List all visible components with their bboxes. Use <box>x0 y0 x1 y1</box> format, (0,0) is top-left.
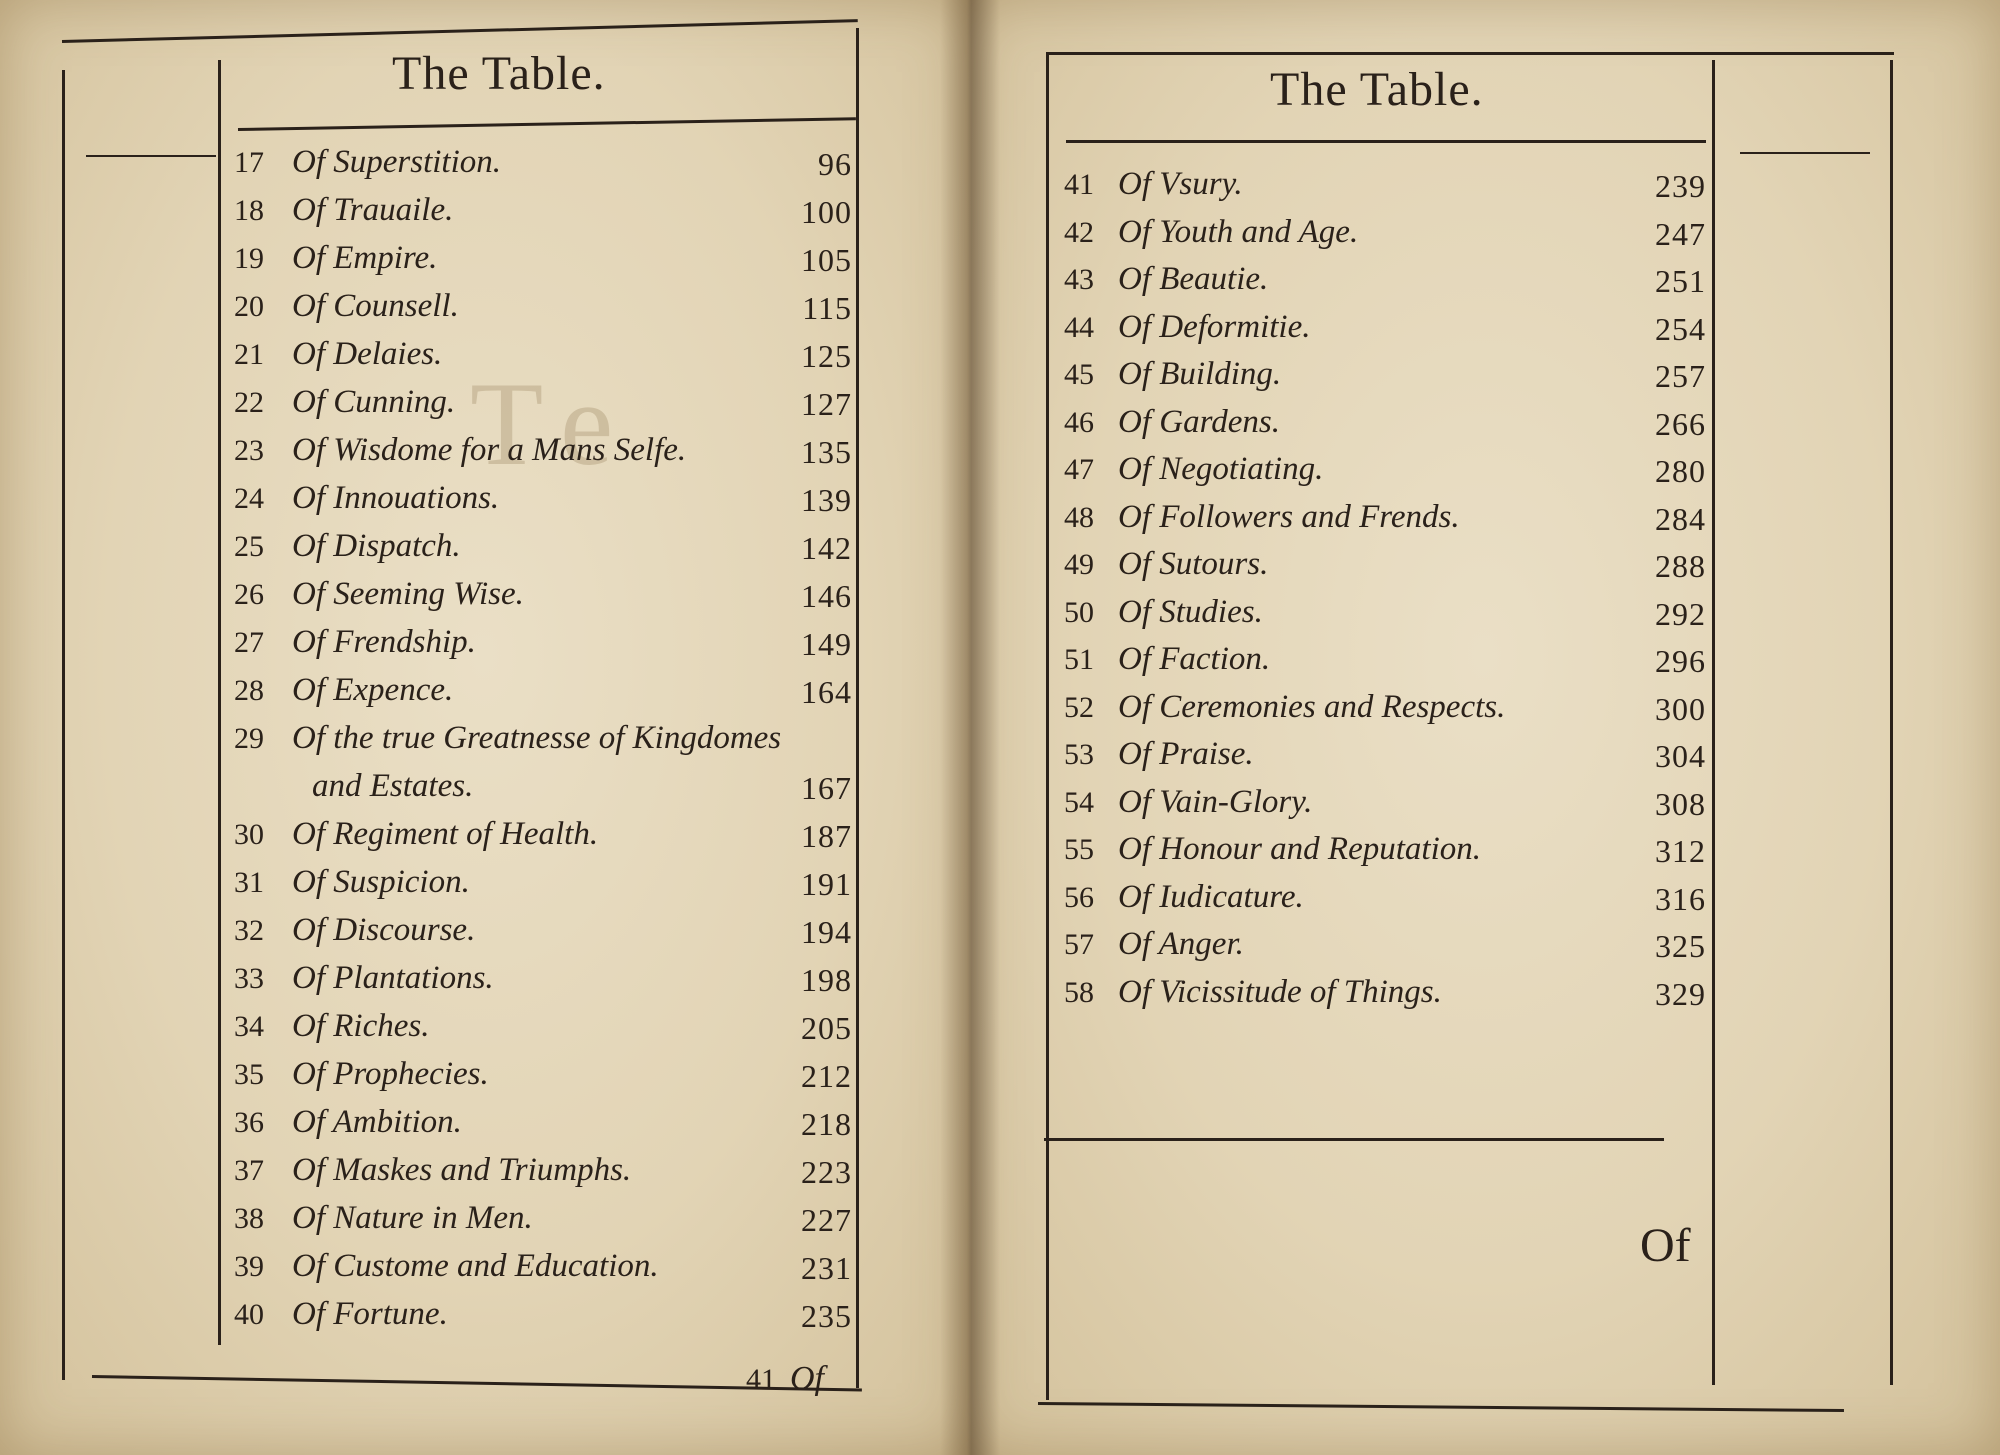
chapter-title: Of Iudicature. <box>1118 878 1304 915</box>
chapter-number: 38 <box>234 1202 264 1235</box>
chapter-title: Of Vain-Glory. <box>1118 783 1313 820</box>
chapter-number: 27 <box>234 626 264 659</box>
contents-entry <box>234 194 453 227</box>
chapter-title: Of Studies. <box>1118 593 1263 630</box>
chapter-title: Of Praise. <box>1118 736 1254 772</box>
page-number: 329 <box>1655 975 1706 1012</box>
page-number: 125 <box>801 338 852 374</box>
chapter-number: 45 <box>1064 358 1094 391</box>
contents-entry <box>1064 738 1254 771</box>
page-number: 312 <box>1655 833 1706 869</box>
chapter-title: Of Maskes and Triumphs. <box>292 1152 632 1188</box>
contents-entry <box>234 962 494 995</box>
book-gutter <box>940 0 1000 1455</box>
chapter-title: Of Wisdome for a Mans Selfe. <box>292 432 687 468</box>
running-head: The Table. <box>1270 63 1484 116</box>
page-number: 231 <box>801 1250 852 1286</box>
page-number: 288 <box>1655 548 1706 584</box>
page-number: 254 <box>1655 310 1706 347</box>
chapter-title: Of Negotiating. <box>1118 451 1324 487</box>
contents-entry <box>234 866 470 899</box>
chapter-number: 26 <box>234 578 264 611</box>
page-number: 251 <box>1655 263 1706 299</box>
page-number: 300 <box>1655 690 1706 727</box>
chapter-number: 32 <box>234 914 264 947</box>
page-number: 292 <box>1655 595 1706 632</box>
contents-entry <box>234 674 453 707</box>
page-number: 135 <box>801 434 852 470</box>
frame-rule-left <box>1046 52 1049 1400</box>
chapter-title: Of Vsury. <box>1118 166 1243 202</box>
page-number: 146 <box>801 578 852 614</box>
page-number: 235 <box>801 1298 852 1334</box>
chapter-title: Of Cunning. <box>292 384 456 420</box>
page-number: 296 <box>1655 643 1706 679</box>
chapter-title: Of Delaies. <box>292 336 443 372</box>
running-head: The Table. <box>392 47 606 100</box>
page-number: 316 <box>1655 880 1706 917</box>
chapter-number: 46 <box>1064 405 1094 439</box>
show-through-mark: T <box>470 357 544 490</box>
right-page <box>968 0 2000 1455</box>
page-number: 105 <box>801 242 852 278</box>
chapter-number: 44 <box>1064 310 1094 344</box>
frame-rule-outer-right <box>1890 60 1893 1385</box>
contents-entry <box>234 818 598 851</box>
chapter-title: Of Prophecies. <box>292 1056 489 1092</box>
chapter-title: Of Youth and Age. <box>1118 213 1359 250</box>
contents-entry <box>234 1154 631 1187</box>
chapter-number: 30 <box>234 818 264 851</box>
page-number: 308 <box>1655 785 1706 822</box>
chapter-title: Of Ceremonies and Respects. <box>1118 688 1506 725</box>
contents-entry <box>234 770 473 803</box>
chapter-number: 36 <box>234 1106 264 1139</box>
page-number: 247 <box>1655 215 1706 252</box>
chapter-number: 18 <box>234 194 264 227</box>
chapter-title: Of Frendship. <box>292 624 476 660</box>
contents-entry <box>234 1250 659 1283</box>
chapter-number: 24 <box>234 482 264 515</box>
chapter-title: Of Seeming Wise. <box>292 576 524 612</box>
page-number: 304 <box>1655 738 1706 774</box>
page-number: 198 <box>801 962 852 998</box>
chapter-title: Of Trauaile. <box>292 192 454 228</box>
chapter-title: Of Empire. <box>292 240 438 276</box>
contents-entry <box>1064 403 1280 440</box>
chapter-title: Of Ambition. <box>292 1104 462 1140</box>
contents-entry <box>234 338 442 371</box>
chapter-title: Of Nature in Men. <box>292 1200 533 1236</box>
chapter-number: 33 <box>234 962 264 995</box>
frame-rule-inner-right <box>1712 60 1715 1385</box>
contents-entry <box>234 1058 489 1091</box>
chapter-title: Of Plantations. <box>292 960 494 996</box>
chapter-number: 56 <box>1064 880 1094 914</box>
contents-entry <box>1064 548 1268 581</box>
chapter-number: 20 <box>234 290 264 323</box>
contents-entry <box>1064 498 1460 535</box>
contents-entry <box>1064 308 1311 345</box>
page-number: 266 <box>1655 405 1706 442</box>
chapter-title: Of Expence. <box>292 672 454 708</box>
head-rule <box>1066 140 1706 143</box>
chapter-title: and Estates. <box>312 768 474 804</box>
chapter-title: Of the true Greatnesse of Kingdomes <box>292 720 782 756</box>
frame-rule-top <box>62 19 858 43</box>
contents-entry <box>1064 263 1268 296</box>
chapter-number: 35 <box>234 1058 264 1091</box>
chapter-number: 54 <box>1064 785 1094 819</box>
catchword: Of <box>1640 1219 1691 1272</box>
show-through-mark: e <box>560 357 614 490</box>
catchword-word: Of <box>790 1360 824 1397</box>
chapter-title: Of Dispatch. <box>292 528 461 564</box>
chapter-number: 19 <box>234 242 264 275</box>
frame-rule-right <box>856 28 859 1388</box>
page-number: 239 <box>1655 168 1706 204</box>
frame-rule-bottom <box>1038 1402 1844 1412</box>
page-number: 223 <box>801 1154 852 1190</box>
chapter-number: 51 <box>1064 643 1094 676</box>
catchword <box>746 1362 824 1396</box>
contents-entry <box>1064 688 1506 725</box>
page-number: 325 <box>1655 928 1706 964</box>
chapter-title: Of Building. <box>1118 356 1282 392</box>
chapter-number: 50 <box>1064 595 1094 629</box>
chapter-title: Of Anger. <box>1118 926 1244 962</box>
frame-rule-top <box>1046 52 1894 55</box>
contents-entry <box>234 242 437 275</box>
chapter-number: 29 <box>234 722 264 755</box>
contents-entry <box>1064 833 1481 866</box>
chapter-number: 53 <box>1064 738 1094 771</box>
contents-entry <box>234 386 455 419</box>
contents-entry <box>1064 783 1313 820</box>
chapter-number: 55 <box>1064 833 1094 866</box>
page-number: 227 <box>801 1202 852 1238</box>
page-number: 96 <box>818 146 852 182</box>
chapter-number: 25 <box>234 530 264 563</box>
contents-entry <box>234 530 461 563</box>
chapter-title: Of Beautie. <box>1118 261 1269 297</box>
contents-entry <box>234 290 459 323</box>
chapter-number: 21 <box>234 338 264 371</box>
chapter-number: 48 <box>1064 500 1094 534</box>
frame-rule-left-inner <box>218 60 221 1345</box>
chapter-title: Of Counsell. <box>292 288 459 324</box>
contents-entry <box>1064 358 1281 391</box>
margin-rule <box>1740 152 1870 154</box>
contents-entry <box>234 1298 448 1331</box>
chapter-number: 42 <box>1064 215 1094 249</box>
contents-entry <box>1064 168 1243 201</box>
chapter-title: Of Discourse. <box>292 912 476 948</box>
contents-entry <box>1064 928 1244 961</box>
frame-rule-left-outer <box>62 70 65 1380</box>
page-number: 164 <box>801 674 852 710</box>
chapter-number: 17 <box>234 146 264 179</box>
chapter-number: 22 <box>234 386 264 419</box>
contents-entry <box>234 1106 462 1139</box>
head-rule <box>238 117 856 131</box>
chapter-number: 43 <box>1064 263 1094 296</box>
page-number: 142 <box>801 530 852 566</box>
lower-rule <box>1044 1138 1664 1141</box>
contents-entry <box>1064 643 1270 676</box>
chapter-number: 49 <box>1064 548 1094 581</box>
page-number: 205 <box>801 1010 852 1046</box>
page-number: 100 <box>801 194 852 230</box>
chapter-title: Of Followers and Frends. <box>1118 498 1460 535</box>
contents-entry <box>234 1010 429 1043</box>
chapter-number: 34 <box>234 1010 264 1043</box>
contents-entry <box>1064 213 1359 250</box>
contents-entry <box>234 578 524 611</box>
page-number: 257 <box>1655 358 1706 394</box>
contents-entry <box>1064 973 1442 1010</box>
page-number: 194 <box>801 914 852 950</box>
chapter-title: Of Honour and Reputation. <box>1118 831 1481 867</box>
chapter-title: Of Sutours. <box>1118 546 1269 582</box>
chapter-title: Of Vicissitude of Things. <box>1118 973 1442 1010</box>
page-number: 127 <box>801 386 852 422</box>
page-number: 212 <box>801 1058 852 1094</box>
chapter-number: 39 <box>234 1250 264 1283</box>
chapter-title: Of Regiment of Health. <box>292 816 599 852</box>
chapter-number: 37 <box>234 1154 264 1187</box>
page-number: 187 <box>801 818 852 854</box>
contents-entry <box>234 434 686 467</box>
chapter-number: 52 <box>1064 690 1094 724</box>
chapter-title: Of Innouations. <box>292 480 500 516</box>
page-number: 284 <box>1655 500 1706 537</box>
chapter-title: Of Riches. <box>292 1008 430 1044</box>
contents-entry <box>1064 453 1323 486</box>
chapter-title: Of Deformitie. <box>1118 308 1311 345</box>
chapter-title: Of Custome and Education. <box>292 1248 659 1284</box>
page-number: 191 <box>801 866 852 902</box>
contents-entry <box>234 722 781 755</box>
chapter-number: 47 <box>1064 453 1094 486</box>
chapter-number: 40 <box>234 1298 264 1331</box>
chapter-title: Of Faction. <box>1118 641 1271 677</box>
contents-entry <box>1064 878 1304 915</box>
contents-entry <box>234 1202 533 1235</box>
contents-entry <box>234 482 499 515</box>
page-number: 115 <box>802 290 852 326</box>
chapter-number: 23 <box>234 434 264 467</box>
contents-entry <box>234 146 501 179</box>
chapter-number: 28 <box>234 674 264 707</box>
catchword-number: 41 <box>746 1363 776 1396</box>
margin-rule <box>86 155 216 157</box>
contents-entry <box>234 626 476 659</box>
chapter-number: 57 <box>1064 928 1094 961</box>
page-number: 280 <box>1655 453 1706 489</box>
page-number: 149 <box>801 626 852 662</box>
chapter-number: 58 <box>1064 975 1094 1009</box>
page-number: 139 <box>801 482 852 518</box>
contents-entry <box>1064 593 1263 630</box>
chapter-title: Of Suspicion. <box>292 864 470 900</box>
chapter-number: 31 <box>234 866 264 899</box>
chapter-number: 41 <box>1064 168 1094 201</box>
page-number: 167 <box>801 770 852 806</box>
chapter-title: Of Fortune. <box>292 1296 448 1332</box>
left-page <box>0 0 968 1455</box>
contents-entry <box>234 914 475 947</box>
page-number: 218 <box>801 1106 852 1142</box>
chapter-title: Of Superstition. <box>292 144 502 180</box>
chapter-title: Of Gardens. <box>1118 403 1280 440</box>
